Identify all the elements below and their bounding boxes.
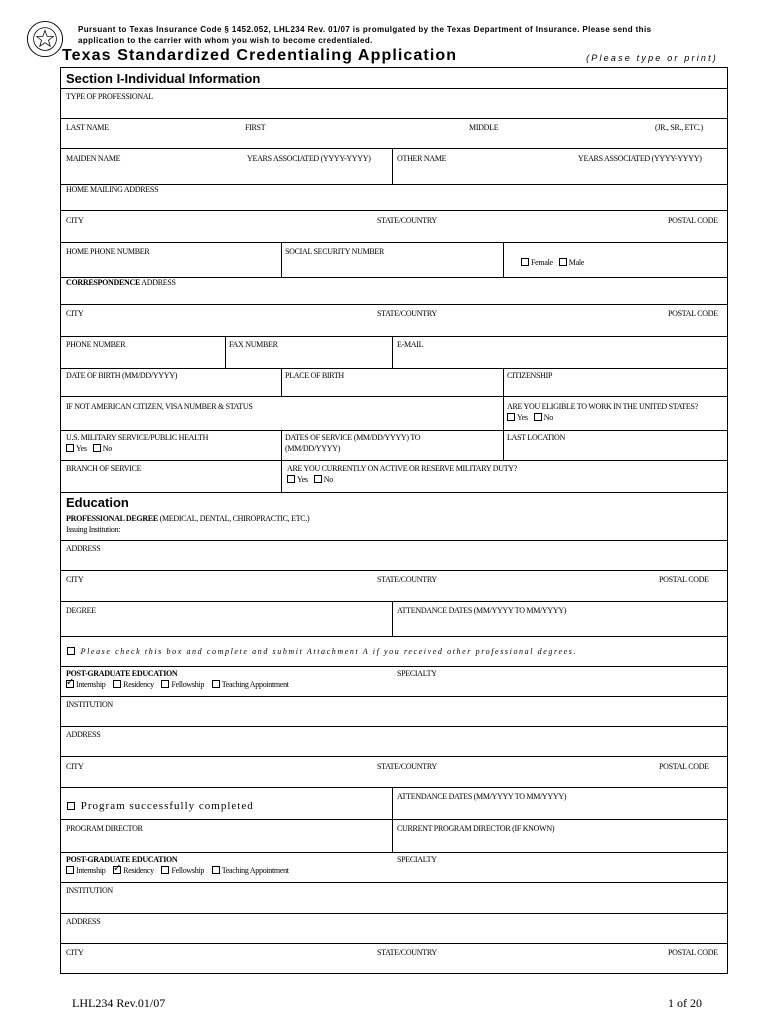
military-no-label: No bbox=[102, 444, 112, 453]
pg2-teaching-label: Teaching Appointment bbox=[221, 866, 289, 875]
eligible-yes-label: Yes bbox=[517, 413, 528, 422]
promulgation-note bbox=[78, 24, 718, 46]
page-number: 1 of 20 bbox=[668, 996, 702, 1010]
issuing-institution-field[interactable]: Issuing Institution: bbox=[66, 525, 121, 534]
pg1-program-director-field[interactable]: PROGRAM DIRECTOR bbox=[66, 824, 143, 833]
pg2-residency-checkbox[interactable] bbox=[113, 866, 121, 874]
pg2-label-text: POST-GRADUATE EDUCATION bbox=[66, 855, 178, 864]
military-no-checkbox[interactable] bbox=[93, 444, 101, 452]
eligible-no-checkbox[interactable] bbox=[534, 413, 542, 421]
attachment-a-label: Please check this box and complete and submit Attachment A if you received other professional degrees. bbox=[80, 647, 578, 656]
edu-address-field[interactable]: ADDRESS bbox=[66, 544, 101, 553]
military-service-label: U.S. MILITARY SERVICE/PUBLIC HEALTH bbox=[66, 433, 209, 442]
pg1-fellowship-checkbox[interactable] bbox=[161, 680, 169, 688]
pg1-teaching-checkbox[interactable] bbox=[212, 680, 220, 688]
military-yes-label: Yes bbox=[76, 444, 87, 453]
active-yes-checkbox[interactable] bbox=[287, 475, 295, 483]
suffix-field[interactable]: (JR., SR., ETC.) bbox=[655, 123, 703, 132]
pg1-program-completed bbox=[67, 800, 254, 812]
military-yes-checkbox[interactable] bbox=[66, 444, 74, 452]
pg2-fellowship-checkbox[interactable] bbox=[161, 866, 169, 874]
place-of-birth-field[interactable]: PLACE OF BIRTH bbox=[285, 371, 344, 380]
pg2-internship-checkbox[interactable] bbox=[66, 866, 74, 874]
pg2-postal-code-field[interactable]: POSTAL CODE bbox=[668, 948, 718, 957]
pg1-options bbox=[66, 680, 295, 689]
edu-postal-code-field[interactable]: POSTAL CODE bbox=[659, 575, 709, 584]
type-of-professional-field[interactable]: TYPE OF PROFESSIONAL bbox=[66, 92, 153, 101]
please-type-note: (Please type or print) bbox=[586, 53, 718, 63]
home-city-field[interactable]: CITY bbox=[66, 216, 84, 225]
professional-degree-bold: PROFESSIONAL DEGREE bbox=[66, 514, 158, 523]
female-checkbox[interactable] bbox=[521, 258, 529, 266]
attachment-a-checkbox[interactable] bbox=[67, 647, 75, 655]
maiden-name-field[interactable]: MAIDEN NAME bbox=[66, 154, 121, 163]
corr-state-country-field[interactable]: STATE/COUNTRY bbox=[377, 309, 437, 318]
edu-state-country-field[interactable]: STATE/COUNTRY bbox=[377, 575, 437, 584]
promulgation-note-line2: application to the carrier with whom you wish to become credentialed. bbox=[78, 36, 373, 45]
degree-field[interactable]: DEGREE bbox=[66, 606, 96, 615]
professional-degree-label bbox=[66, 514, 309, 523]
email-field[interactable]: E-MAIL bbox=[397, 340, 424, 349]
male-checkbox[interactable] bbox=[559, 258, 567, 266]
last-name-field[interactable]: LAST NAME bbox=[66, 123, 109, 132]
pg2-city-field[interactable]: CITY bbox=[66, 948, 84, 957]
pg2-specialty-field[interactable]: SPECIALTY bbox=[397, 855, 437, 864]
pg2-options bbox=[66, 866, 295, 875]
eligible-options bbox=[507, 413, 559, 422]
texas-seal-icon bbox=[26, 20, 64, 58]
edu-attendance-dates-field[interactable]: ATTENDANCE DATES (MM/YYYY TO MM/YYYY) bbox=[397, 606, 567, 615]
edu-city-field[interactable]: CITY bbox=[66, 575, 84, 584]
active-reserve-label: ARE YOU CURRENTLY ON ACTIVE OR RESERVE MILITARY DUTY? bbox=[287, 464, 518, 473]
pg1-institution-field[interactable]: INSTITUTION bbox=[66, 700, 113, 709]
female-label: Female bbox=[531, 258, 553, 267]
application-form bbox=[60, 67, 728, 974]
active-yes-label: Yes bbox=[297, 475, 308, 484]
visa-field[interactable]: IF NOT AMERICAN CITIZEN, VISA NUMBER & STATUS bbox=[66, 402, 253, 411]
pg1-internship-label: Internship bbox=[76, 680, 106, 689]
pg2-label bbox=[66, 855, 177, 864]
pg1-label bbox=[66, 669, 177, 678]
gender-options bbox=[521, 258, 590, 267]
other-name-field[interactable]: OTHER NAME bbox=[397, 154, 447, 163]
home-postal-code-field[interactable]: POSTAL CODE bbox=[668, 216, 718, 225]
corr-city-field[interactable]: CITY bbox=[66, 309, 84, 318]
eligible-to-work-label: ARE YOU ELIGIBLE TO WORK IN THE UNITED STATES? bbox=[507, 402, 698, 411]
home-mailing-address-field[interactable]: HOME MAILING ADDRESS bbox=[66, 185, 159, 194]
pg2-teaching-checkbox[interactable] bbox=[212, 866, 220, 874]
home-state-country-field[interactable]: STATE/COUNTRY bbox=[377, 216, 437, 225]
last-location-field[interactable]: LAST LOCATION bbox=[507, 433, 565, 442]
attachment-a-note bbox=[67, 647, 577, 656]
eligible-no-label: No bbox=[543, 413, 553, 422]
dates-of-service-field[interactable]: DATES OF SERVICE (MM/DD/YYYY) TO bbox=[285, 433, 421, 442]
pg1-attendance-dates-field[interactable]: ATTENDANCE DATES (MM/YYYY TO MM/YYYY) bbox=[397, 792, 567, 801]
pg1-state-country-field[interactable]: STATE/COUNTRY bbox=[377, 762, 437, 771]
dates-of-service-field-2: (MM/DD/YYYY) bbox=[285, 444, 341, 453]
branch-of-service-field[interactable]: BRANCH OF SERVICE bbox=[66, 464, 142, 473]
correspondence-label-bold: CORRESPONDENCE bbox=[66, 278, 141, 287]
eligible-yes-checkbox[interactable] bbox=[507, 413, 515, 421]
pg1-city-field[interactable]: CITY bbox=[66, 762, 84, 771]
pg1-program-completed-checkbox[interactable] bbox=[67, 802, 75, 810]
active-no-checkbox[interactable] bbox=[314, 475, 322, 483]
pg1-program-completed-label: Program successfully completed bbox=[80, 800, 254, 812]
pg2-state-country-field[interactable]: STATE/COUNTRY bbox=[377, 948, 437, 957]
pg1-current-program-director-field[interactable]: CURRENT PROGRAM DIRECTOR (IF KNOWN) bbox=[397, 824, 555, 833]
pg1-teaching-label: Teaching Appointment bbox=[221, 680, 289, 689]
pg2-institution-field[interactable]: INSTITUTION bbox=[66, 886, 113, 895]
pg1-residency-label: Residency bbox=[123, 680, 154, 689]
phone-number-field[interactable]: PHONE NUMBER bbox=[66, 340, 126, 349]
promulgation-note-line1: Pursuant to Texas Insurance Code § 1452.052, LHL234 Rev. 01/07 is promulgated by the Texas Department of Insurance. Please send this bbox=[78, 25, 652, 34]
pg1-address-field[interactable]: ADDRESS bbox=[66, 730, 101, 739]
home-phone-field[interactable]: HOME PHONE NUMBER bbox=[66, 247, 150, 256]
pg1-fellowship-label: Fellowship bbox=[171, 680, 205, 689]
citizenship-field[interactable]: CITIZENSHIP bbox=[507, 371, 553, 380]
pg1-residency-checkbox[interactable] bbox=[113, 680, 121, 688]
pg1-internship-checkbox[interactable] bbox=[66, 680, 74, 688]
pg1-label-text: POST-GRADUATE EDUCATION bbox=[66, 669, 178, 678]
middle-name-field[interactable]: MIDDLE bbox=[469, 123, 499, 132]
education-title: Education bbox=[66, 495, 129, 510]
pg2-residency-label: Residency bbox=[123, 866, 154, 875]
military-options bbox=[66, 444, 118, 453]
pg2-internship-label: Internship bbox=[76, 866, 106, 875]
dob-field[interactable]: DATE OF BIRTH (MM/DD/YYYY) bbox=[66, 371, 178, 380]
male-label: Male bbox=[568, 258, 584, 267]
pg1-specialty-field[interactable]: SPECIALTY bbox=[397, 669, 437, 678]
section1-title: Section I-Individual Information bbox=[66, 71, 261, 86]
correspondence-address-field[interactable] bbox=[66, 278, 176, 287]
pg2-fellowship-label: Fellowship bbox=[171, 866, 205, 875]
ssn-field[interactable]: SOCIAL SECURITY NUMBER bbox=[285, 247, 385, 256]
pg2-address-field[interactable]: ADDRESS bbox=[66, 917, 101, 926]
corr-postal-code-field[interactable]: POSTAL CODE bbox=[668, 309, 718, 318]
correspondence-label-rest: ADDRESS bbox=[140, 278, 176, 287]
form-id: LHL234 Rev.01/07 bbox=[72, 996, 166, 1010]
professional-degree-rest: (MEDICAL, DENTAL, CHIROPRACTIC, ETC.) bbox=[157, 514, 310, 523]
first-name-field[interactable]: FIRST bbox=[245, 123, 266, 132]
years-associated-other-field[interactable]: YEARS ASSOCIATED (YYYY-YYYY) bbox=[578, 154, 702, 163]
active-reserve-options bbox=[287, 475, 339, 484]
fax-number-field[interactable]: FAX NUMBER bbox=[229, 340, 278, 349]
years-associated-field[interactable]: YEARS ASSOCIATED (YYYY-YYYY) bbox=[247, 154, 371, 163]
form-title: Texas Standardized Credentialing Application bbox=[62, 47, 458, 64]
active-no-label: No bbox=[323, 475, 333, 484]
pg1-postal-code-field[interactable]: POSTAL CODE bbox=[659, 762, 709, 771]
